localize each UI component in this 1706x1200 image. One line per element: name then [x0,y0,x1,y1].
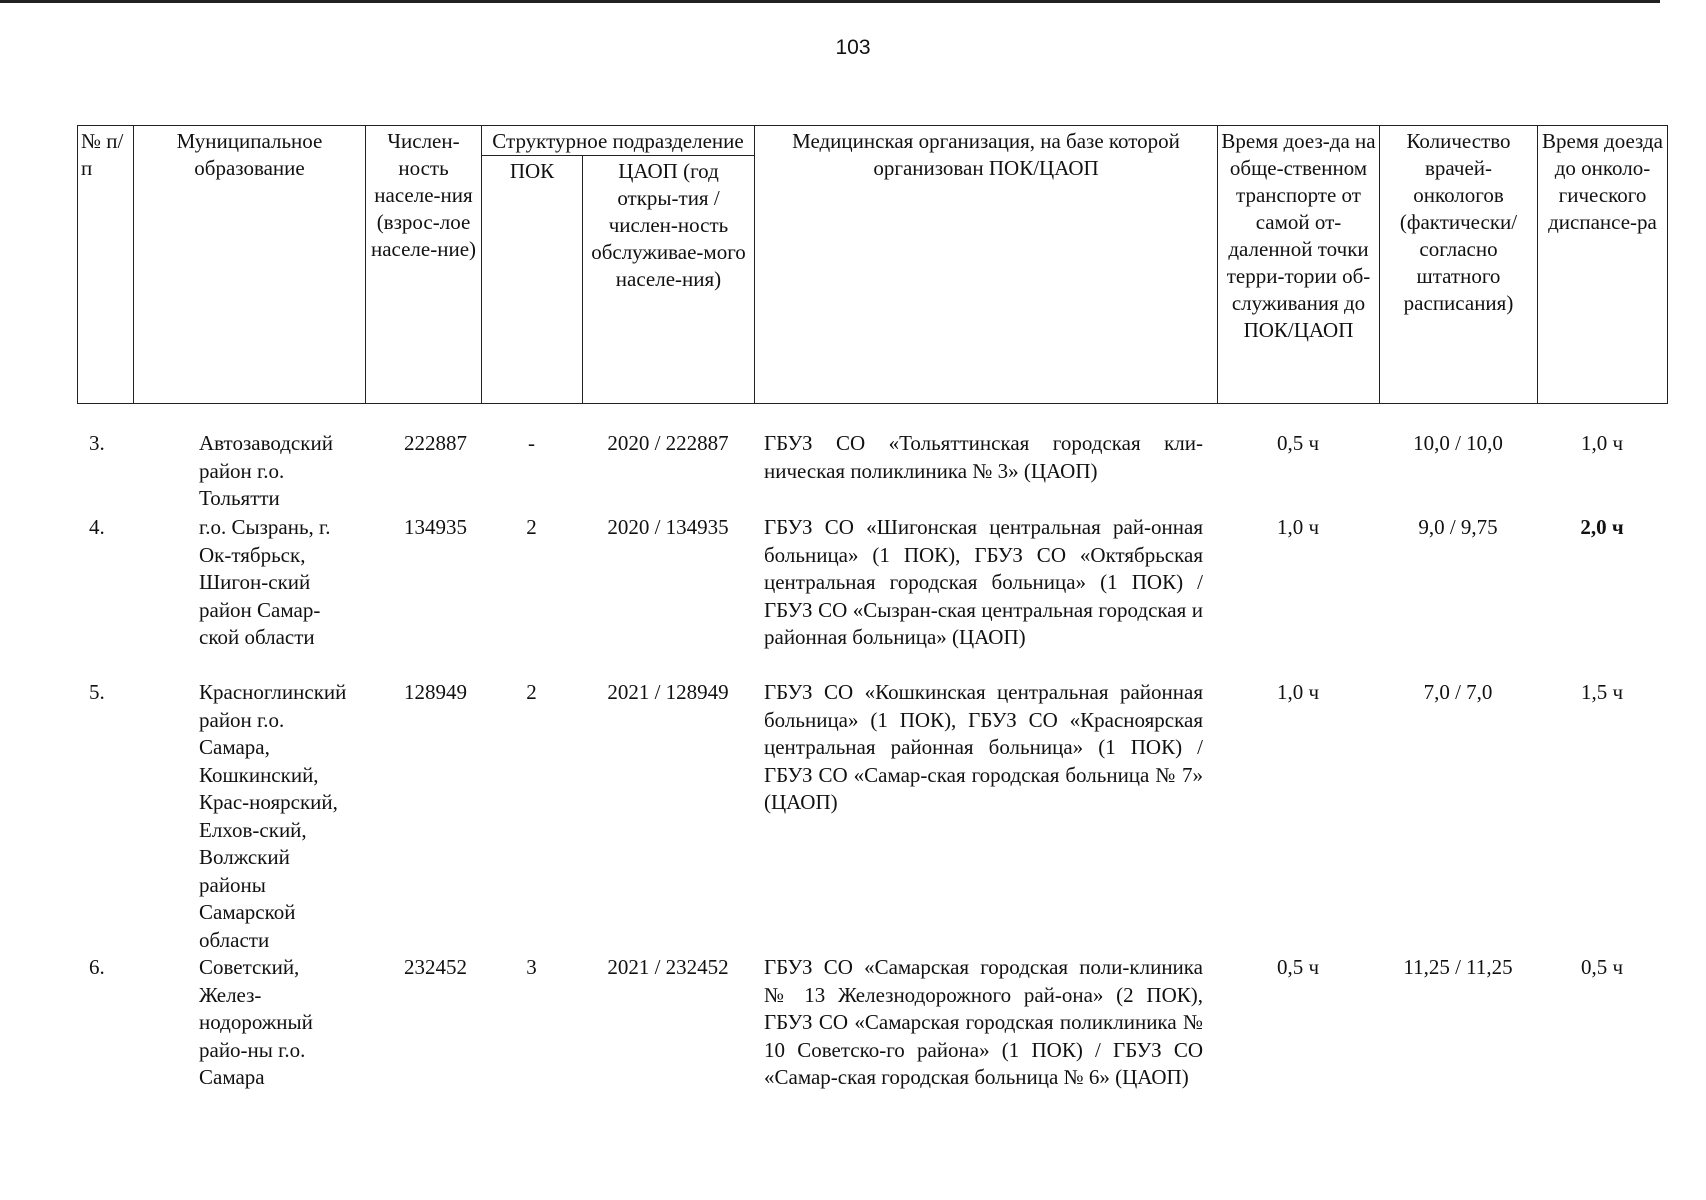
cell-municipality: Автозаводский район г.о. Тольятти [199,431,333,510]
cell-num: 6. [89,955,105,979]
cell-travel-time: 0,5 ч [1276,955,1320,979]
top-rule [0,0,1660,3]
cell-dispensary-time: 2,0 ч [1580,515,1624,539]
cell-oncologists: 11,25 / 11,25 [1403,955,1513,979]
cell-caop: 2021 / 128949 [607,680,729,704]
cell-pok: 2 [526,680,537,704]
page-number: 103 [835,36,871,59]
cell-pok: 3 [526,955,537,979]
header-population: Числен-ность населе-ния (взрос-лое населе-ние) [366,126,482,404]
cell-population: 222887 [404,431,467,455]
cell-municipality: Советский, Желез-нодорожный райо-ны г.о. Самара [199,955,313,1089]
cell-medical-org: ГБУЗ СО «Самарская городская поли-клиника № 13 Железнодорожного рай-она» (2 ПОК), ГБУЗ СО «Самарская городская поликлиника № 10 Советско-го района» (1 ПОК) / ГБУЗ СО «Самар-ская городская больница № 6» (ЦАОП) [764,955,1203,1089]
cell-travel-time: 1,0 ч [1276,515,1320,539]
cell-pok: 2 [526,515,537,539]
header-municipality: Муниципальное образование [134,126,366,404]
cell-num: 4. [89,515,105,539]
table-row [77,679,1667,954]
table-row [77,954,1667,1144]
cell-population: 134935 [404,515,467,539]
header-structural-unit: Структурное подразделение [482,126,755,156]
cell-municipality: г.о. Сызрань, г. Ок-тябрьск, Шигон-ский район Самар-ской области [199,515,331,649]
table-header [77,125,1668,404]
cell-caop: 2020 / 134935 [607,515,729,539]
header-pok: ПОК [482,156,583,404]
cell-medical-org: ГБУЗ СО «Кошкинская центральная районная больница» (1 ПОК), ГБУЗ СО «Красноярская центральная районная больница» (1 ПОК) / ГБУЗ СО «Самар-ская городская больница № 7» (ЦАОП) [764,680,1203,814]
cell-caop: 2021 / 232452 [607,955,729,979]
table-row [77,430,1667,514]
cell-population: 128949 [404,680,467,704]
cell-medical-org: ГБУЗ СО «Шигонская центральная рай-онная больница» (1 ПОК), ГБУЗ СО «Октябрьская центральная городская больница» (1 ПОК) / ГБУЗ СО «Сызран-ская центральная городская и районная больница» (ЦАОП) [764,515,1203,649]
table-body [77,430,1667,1144]
cell-num: 5. [89,680,105,704]
cell-dispensary-time: 1,0 ч [1580,431,1624,455]
cell-num: 3. [89,431,105,455]
header-num: № п/п [78,126,134,404]
cell-oncologists: 7,0 / 7,0 [1423,680,1493,704]
cell-pok: - [528,431,535,455]
table-row [77,514,1667,679]
cell-medical-org: ГБУЗ СО «Тольяттинская городская кли-ническая поликлиника № 3» (ЦАОП) [764,431,1203,483]
cell-dispensary-time: 0,5 ч [1580,955,1624,979]
cell-travel-time: 0,5 ч [1276,431,1320,455]
header-travel-time: Время доез-да на обще-ственном транспорте от самой от-даленной точки терри-тории об-служивания до ПОК/ЦАОП [1218,126,1380,404]
cell-caop: 2020 / 222887 [607,431,729,455]
cell-population: 232452 [404,955,467,979]
cell-dispensary-time: 1,5 ч [1580,680,1624,704]
cell-municipality: Красноглинский район г.о. Самара, Кошкинский, Крас-ноярский, Елхов-ский, Волжский районы Самарской области [199,680,347,952]
header-medical-org: Медицинская организация, на базе которой организован ПОК/ЦАОП [755,126,1218,404]
header-caop: ЦАОП (год откры-тия / числен-ность обслуживае-мого населе-ния) [583,156,755,404]
cell-oncologists: 9,0 / 9,75 [1418,515,1498,539]
cell-travel-time: 1,0 ч [1276,680,1320,704]
header-oncologists: Количество врачей-онкологов (фактически/ согласно штатного расписания) [1380,126,1538,404]
header-dispensary-time: Время доезда до онколо-гического диспансе-ра [1538,126,1668,404]
cell-oncologists: 10,0 / 10,0 [1413,431,1503,455]
